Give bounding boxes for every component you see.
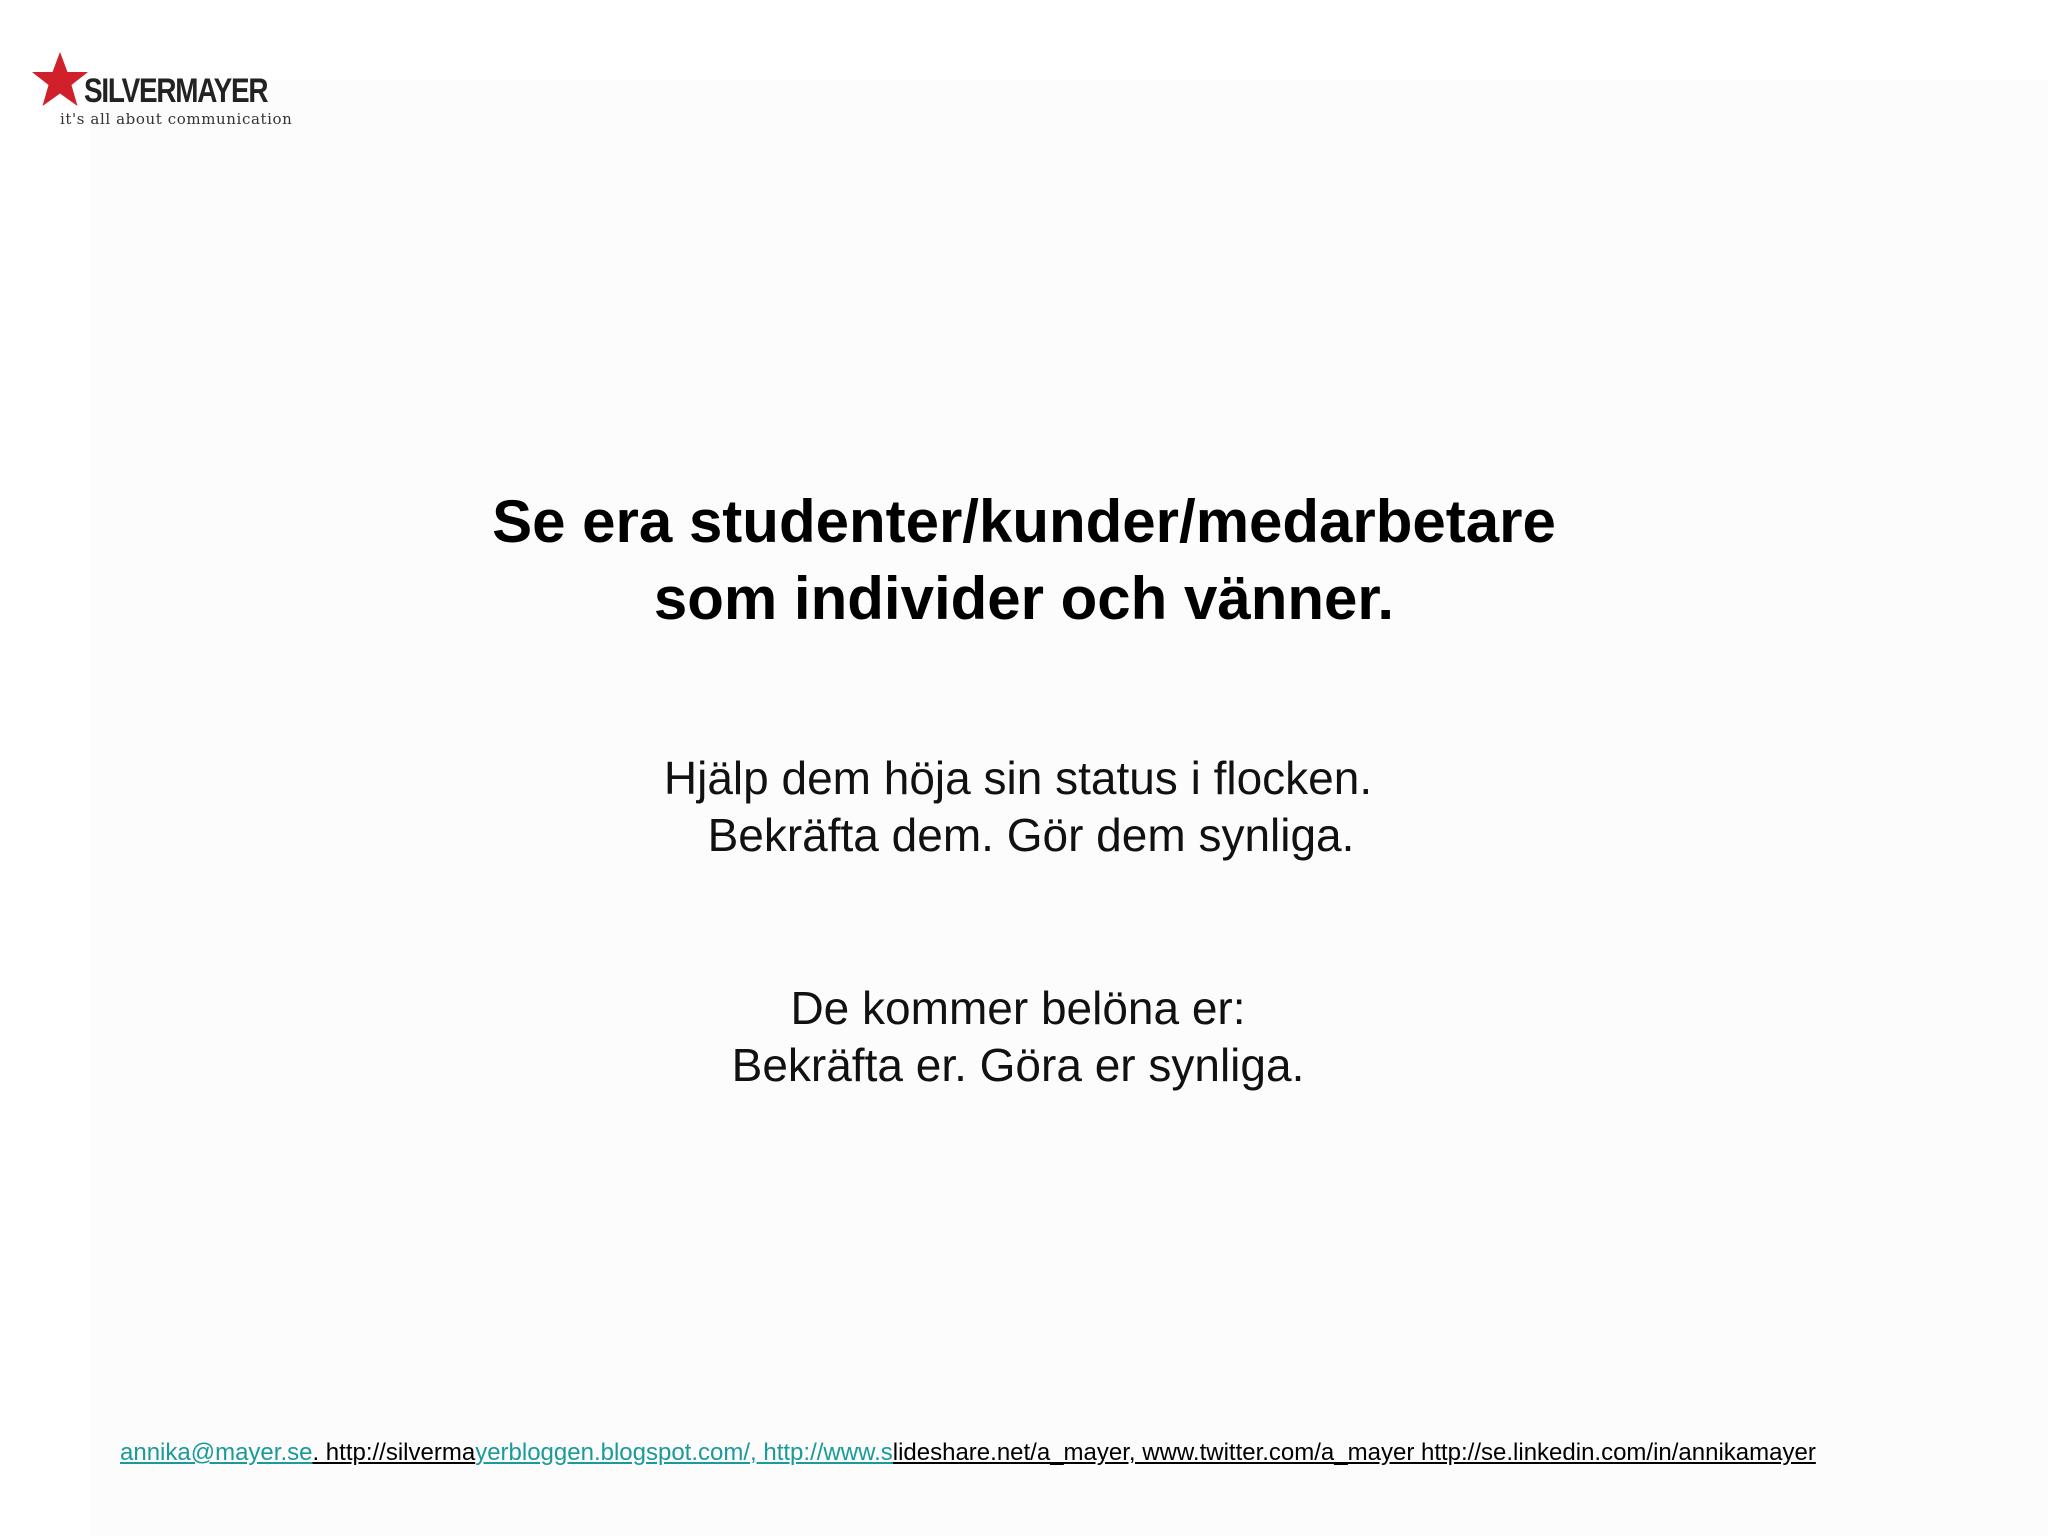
footer-blog-link-start[interactable]: . http://silverma [312, 1439, 476, 1466]
logo-wordmark: SILVERMAYER [84, 72, 268, 110]
silvermayer-logo [30, 50, 310, 132]
red-star-icon [30, 50, 90, 110]
paragraph-1-line-2: Bekräfta dem. Gör dem synliga. [707, 809, 1355, 861]
paragraph-2-line-1: De kommer belöna er: [790, 982, 1246, 1034]
logo-tagline: it's all about communication [60, 110, 293, 128]
headline-line-2: som individer och vänner. [653, 565, 1395, 632]
footer-email-link[interactable]: annika@mayer.se [120, 1439, 313, 1466]
footer-links [120, 1439, 1816, 1467]
paragraph-1-line-1: Hjälp dem höja sin status i flocken. [663, 752, 1373, 804]
paragraph-help-them [0, 750, 2042, 864]
headline-line-1: Se era studenter/kunder/medarbetare [492, 488, 1556, 555]
footer-blog-link-end[interactable]: yerbloggen.blogspot.com/, http://www.s [475, 1439, 893, 1466]
slide-headline [0, 483, 2048, 637]
footer-social-links[interactable]: lideshare.net/a_mayer, www.twitter.com/a_mayer http://se.linkedin.com/in/annikamayer [892, 1439, 1816, 1466]
paragraph-reward [0, 980, 2042, 1094]
paragraph-2-line-2: Bekräfta er. Göra er synliga. [731, 1039, 1305, 1091]
